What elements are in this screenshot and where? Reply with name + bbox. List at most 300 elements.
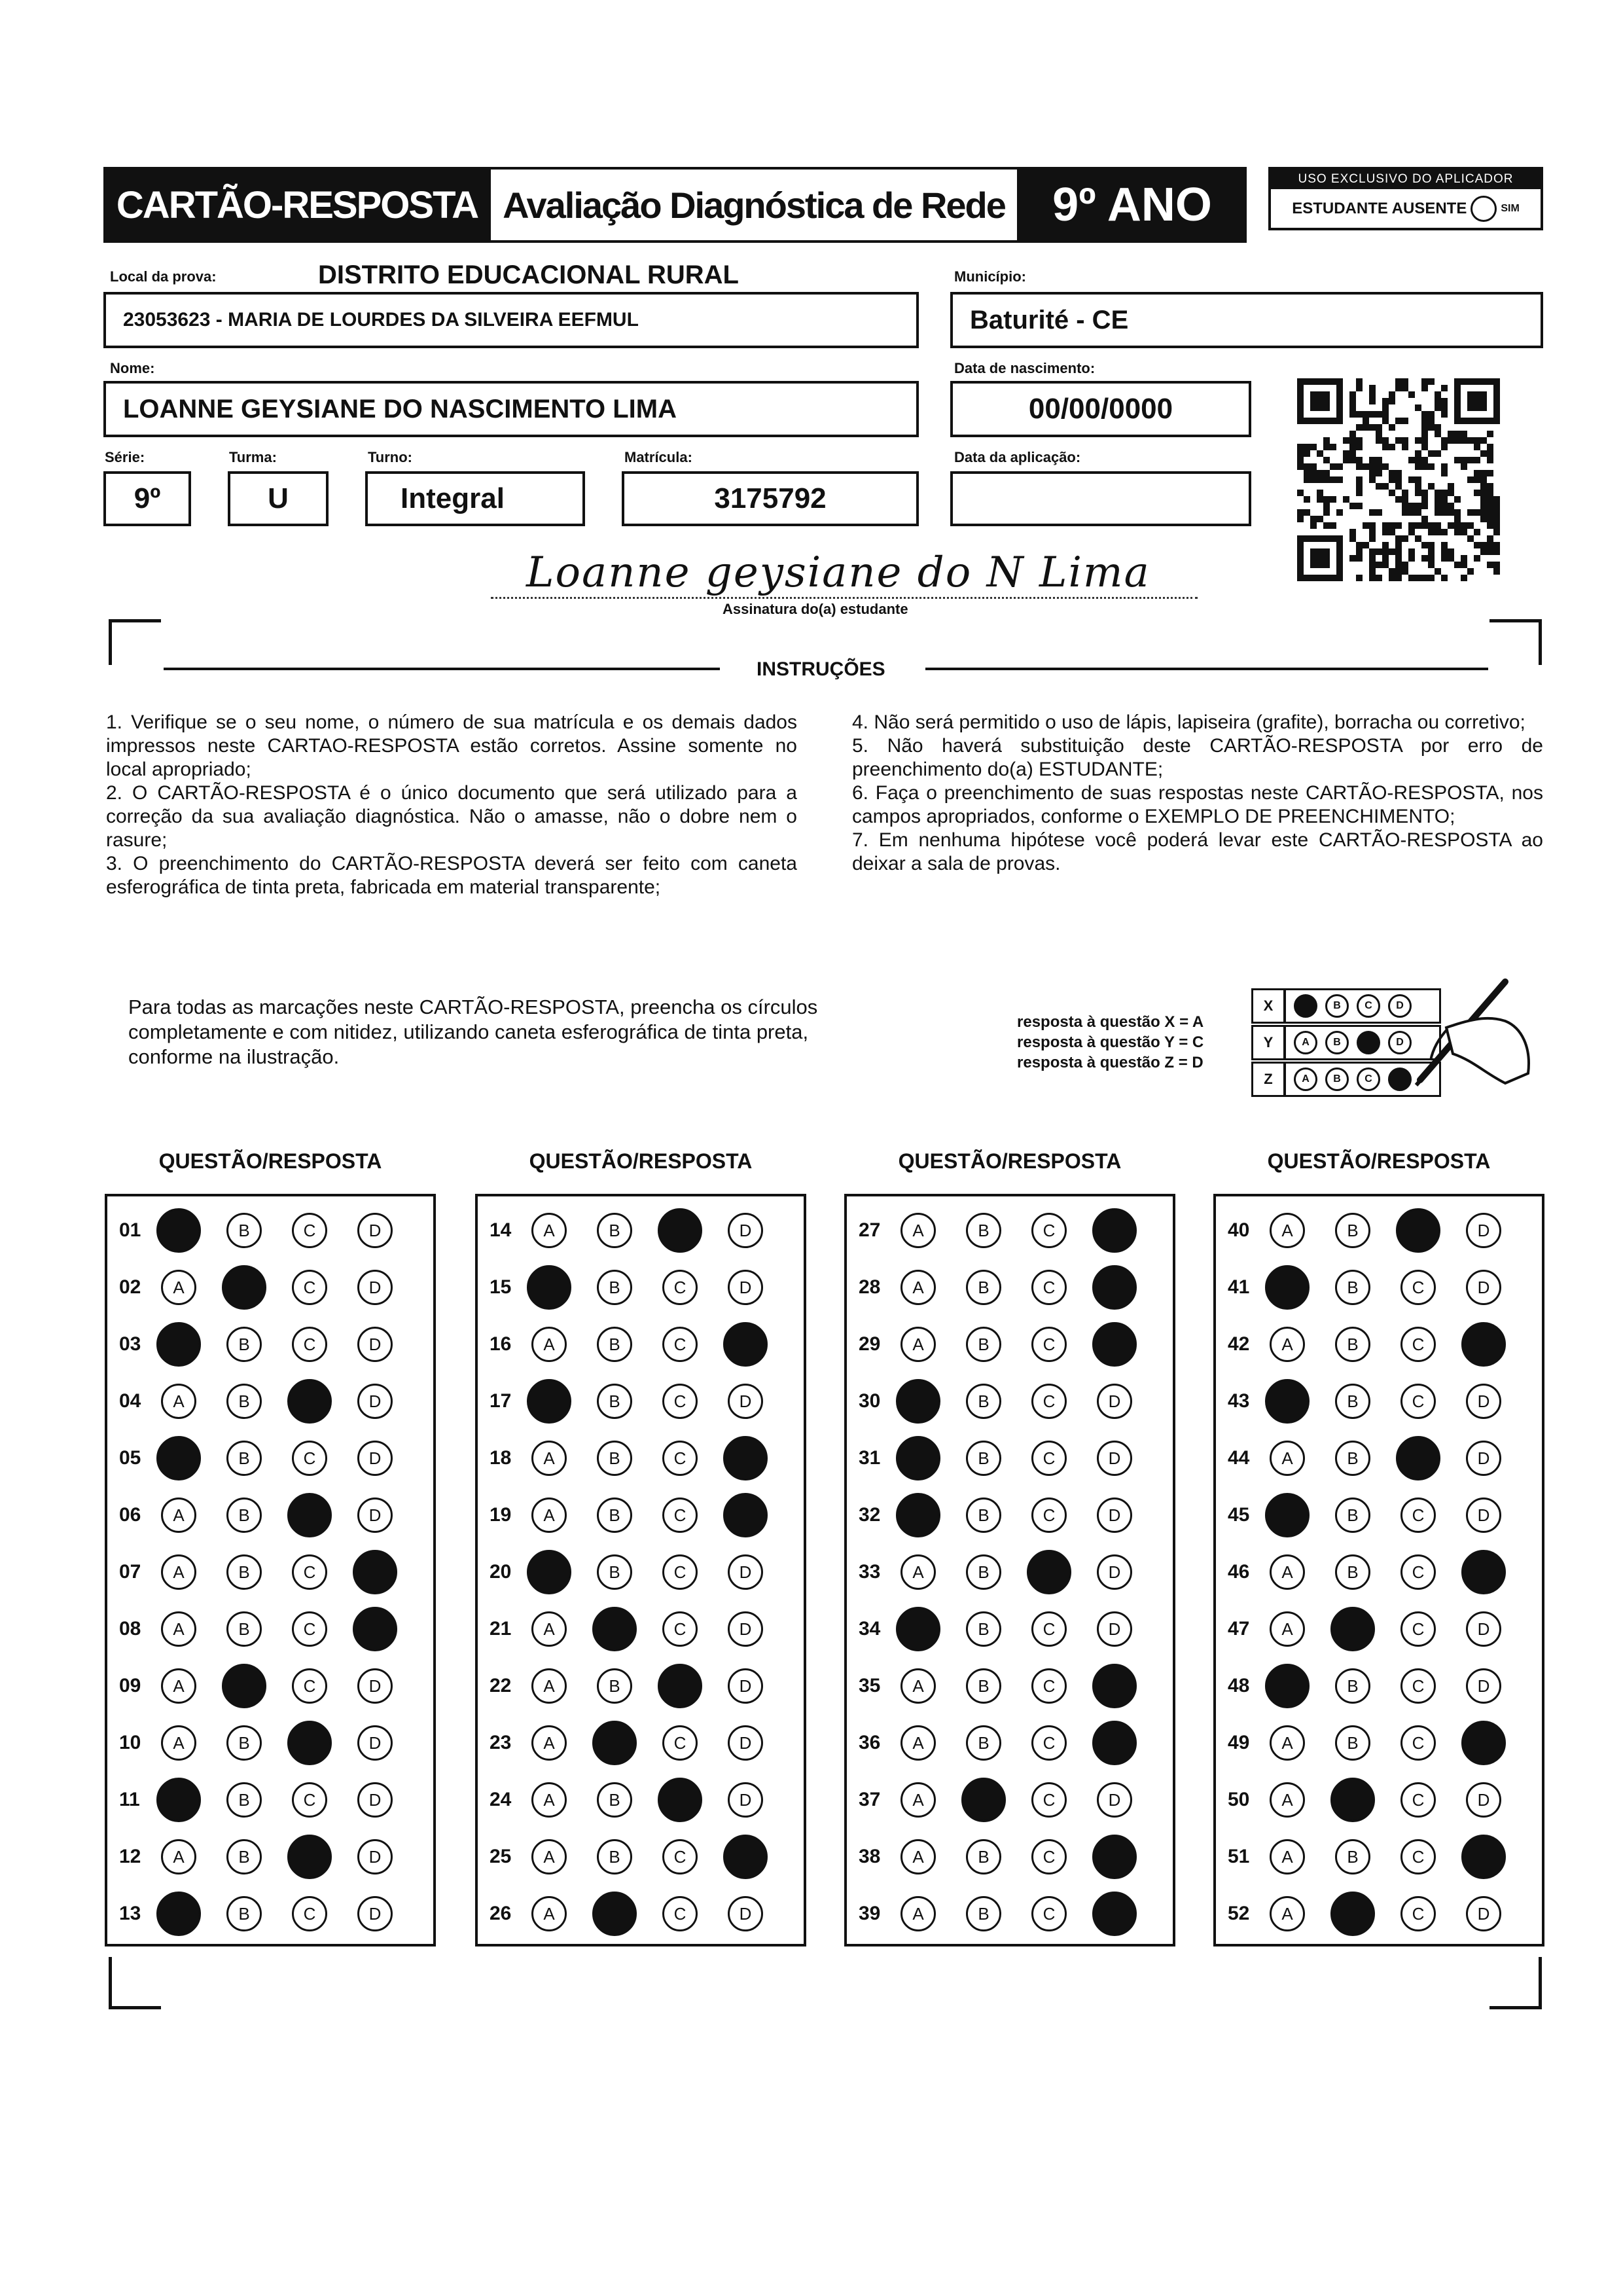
answer-bubble-b[interactable] [966, 1668, 1001, 1704]
question-number: 01 [119, 1219, 141, 1241]
answer-bubble-a[interactable] [901, 1327, 936, 1362]
answer-bubble-c[interactable] [662, 1498, 698, 1533]
answer-bubble-c[interactable] [292, 1782, 327, 1818]
question-row [478, 1721, 804, 1765]
answer-bubble-b[interactable] [226, 1896, 262, 1931]
answer-bubble-b[interactable] [966, 1554, 1001, 1590]
question-number: 39 [859, 1903, 881, 1924]
answer-bubble-c[interactable] [1031, 1213, 1067, 1248]
answer-bubble-c[interactable] [1031, 1611, 1067, 1647]
answer-bubble-d[interactable] [1097, 1782, 1132, 1818]
answer-bubble-b[interactable] [226, 1327, 262, 1362]
example-bubble-b [1325, 1067, 1349, 1091]
answer-bubble-b[interactable] [1335, 1725, 1370, 1761]
question-number: 05 [119, 1447, 141, 1469]
answer-bubble-c[interactable] [1400, 1384, 1436, 1419]
answer-bubble-a[interactable] [1270, 1611, 1305, 1647]
question-number: 15 [490, 1276, 512, 1298]
answer-bubble-c[interactable] [1031, 1498, 1067, 1533]
answer-bubble-a[interactable] [156, 1778, 201, 1822]
answer-bubble-c[interactable] [1400, 1554, 1436, 1590]
answer-bubble-b[interactable] [597, 1668, 632, 1704]
answer-bubble-d[interactable] [1466, 1498, 1501, 1533]
answer-bubble-b[interactable] [597, 1498, 632, 1533]
answer-bubble-c[interactable] [662, 1839, 698, 1874]
answer-option-label: D [739, 1789, 752, 1810]
answer-bubble-b[interactable] [1335, 1668, 1370, 1704]
answer-bubble-b[interactable] [226, 1725, 262, 1761]
turma-label: Turma: [229, 449, 277, 465]
answer-bubble-a[interactable] [1270, 1839, 1305, 1874]
answer-bubble-c[interactable] [1031, 1896, 1067, 1931]
answer-bubble-d[interactable] [1092, 1892, 1137, 1936]
answer-bubble-c[interactable] [292, 1441, 327, 1476]
answer-bubble-c[interactable] [1031, 1441, 1067, 1476]
answer-bubble-b[interactable] [226, 1213, 262, 1248]
answer-bubble-b[interactable] [1330, 1778, 1375, 1822]
answer-bubble-c[interactable] [1031, 1782, 1067, 1818]
question-row [847, 1607, 1173, 1651]
answer-bubble-c[interactable] [292, 1270, 327, 1305]
answer-bubble-b[interactable] [597, 1270, 632, 1305]
answer-bubble-b[interactable] [1335, 1327, 1370, 1362]
answer-bubble-a[interactable] [531, 1213, 567, 1248]
answer-bubble-b[interactable] [592, 1607, 637, 1651]
answer-bubble-d[interactable] [1097, 1554, 1132, 1590]
instruction-item: 3. O preenchimento do CARTÃO-RESPOSTA deverá ser feito com caneta esferográfica de tinta preta, fabricada em material transparente; [106, 853, 797, 898]
answer-bubble-a[interactable] [901, 1270, 936, 1305]
answer-option-label: C [1412, 1846, 1425, 1867]
question-row [1216, 1835, 1542, 1879]
answer-bubble-a[interactable] [901, 1725, 936, 1761]
answer-bubble-c[interactable] [292, 1896, 327, 1931]
answer-bubble-c[interactable] [1031, 1839, 1067, 1874]
question-row [107, 1493, 433, 1537]
answer-option-label: B [978, 1277, 990, 1297]
question-row [1216, 1322, 1542, 1367]
answer-bubble-a[interactable] [161, 1384, 196, 1419]
answer-bubble-d[interactable] [1092, 1721, 1137, 1765]
answer-option-label: C [1043, 1903, 1056, 1924]
answer-bubble-c[interactable] [287, 1721, 332, 1765]
answer-bubble-b[interactable] [966, 1839, 1001, 1874]
answer-bubble-d[interactable] [357, 1782, 393, 1818]
answer-bubble-d[interactable] [1466, 1668, 1501, 1704]
matricula-field [622, 471, 919, 526]
answer-bubble-c[interactable] [1031, 1270, 1067, 1305]
answer-option-label: A [1281, 1789, 1293, 1810]
answer-bubble-a[interactable] [527, 1379, 571, 1424]
answer-bubble-c[interactable] [662, 1384, 698, 1419]
answer-bubble-d[interactable] [728, 1213, 763, 1248]
answer-bubble-b[interactable] [966, 1498, 1001, 1533]
answer-option-label: C [303, 1903, 316, 1924]
answer-bubble-a[interactable] [901, 1896, 936, 1931]
answer-bubble-c[interactable] [292, 1213, 327, 1248]
answer-bubble-a[interactable] [531, 1725, 567, 1761]
answer-bubble-c[interactable] [1400, 1668, 1436, 1704]
answer-bubble-d[interactable] [357, 1441, 393, 1476]
answer-bubble-b[interactable] [1335, 1384, 1370, 1419]
answer-bubble-d[interactable] [1092, 1664, 1137, 1708]
answer-bubble-c[interactable] [1400, 1839, 1436, 1874]
answer-bubble-c[interactable] [292, 1554, 327, 1590]
answer-option-label: D [368, 1505, 382, 1525]
example-option-label: D [1396, 1000, 1404, 1011]
answer-bubble-b[interactable] [1335, 1270, 1370, 1305]
column-header: QUESTÃO/RESPOSTA [158, 1149, 382, 1173]
answer-bubble-c[interactable] [1400, 1782, 1436, 1818]
answer-bubble-d[interactable] [1092, 1835, 1137, 1879]
answer-bubble-b[interactable] [226, 1554, 262, 1590]
column-header: QUESTÃO/RESPOSTA [898, 1149, 1122, 1173]
question-number: 14 [490, 1219, 512, 1241]
answer-bubble-d[interactable] [1097, 1611, 1132, 1647]
answer-bubble-d[interactable] [728, 1611, 763, 1647]
answer-bubble-a[interactable] [531, 1327, 567, 1362]
answer-option-label: D [1477, 1903, 1490, 1924]
answer-bubble-b[interactable] [592, 1721, 637, 1765]
example-legend [1017, 1012, 1204, 1073]
answer-option-label: D [368, 1334, 382, 1354]
answer-bubble-b[interactable] [226, 1839, 262, 1874]
answer-bubble-b[interactable] [1330, 1607, 1375, 1651]
answer-bubble-a[interactable] [161, 1270, 196, 1305]
answer-bubble-a[interactable] [531, 1668, 567, 1704]
school-field [103, 292, 919, 348]
answer-option-label: A [173, 1619, 185, 1639]
question-row [1216, 1208, 1542, 1253]
answer-bubble-b[interactable] [226, 1782, 262, 1818]
answer-bubble-d[interactable] [1466, 1213, 1501, 1248]
answer-bubble-c[interactable] [662, 1896, 698, 1931]
answer-option-label: C [1043, 1619, 1056, 1639]
answer-bubble-d[interactable] [723, 1436, 768, 1480]
answer-option-label: D [739, 1277, 752, 1297]
answer-bubble-c[interactable] [287, 1493, 332, 1537]
answer-bubble-d[interactable] [357, 1498, 393, 1533]
question-row [847, 1208, 1173, 1253]
answer-bubble-a[interactable] [161, 1839, 196, 1874]
answer-bubble-a[interactable] [156, 1892, 201, 1936]
answer-bubble-d[interactable] [1097, 1384, 1132, 1419]
answer-bubble-a[interactable] [896, 1436, 940, 1480]
answer-bubble-d[interactable] [1466, 1896, 1501, 1931]
answer-option-label: C [1412, 1334, 1425, 1354]
answer-bubble-d[interactable] [728, 1782, 763, 1818]
answer-bubble-a[interactable] [156, 1208, 201, 1253]
answer-bubble-a[interactable] [531, 1839, 567, 1874]
answer-bubble-d[interactable] [1092, 1322, 1137, 1367]
answer-bubble-d[interactable] [353, 1607, 397, 1651]
grade-title: 9º ANO [1018, 167, 1247, 243]
answer-bubble-a[interactable] [161, 1668, 196, 1704]
answer-bubble-d[interactable] [1461, 1322, 1506, 1367]
local-label: Local da prova: [110, 268, 217, 285]
answer-bubble-b[interactable] [966, 1213, 1001, 1248]
answer-option-label: D [739, 1619, 752, 1639]
answer-bubble-b[interactable] [966, 1611, 1001, 1647]
absent-label: ESTUDANTE AUSENTE [1292, 200, 1467, 217]
answer-bubble-b[interactable] [226, 1384, 262, 1419]
answer-bubble-b[interactable] [1335, 1839, 1370, 1874]
answer-bubble-b[interactable] [966, 1896, 1001, 1931]
matricula-value: 3175792 [714, 482, 827, 514]
question-row [847, 1265, 1173, 1310]
answer-bubble-d[interactable] [1466, 1384, 1501, 1419]
question-row [847, 1550, 1173, 1594]
answer-bubble-c[interactable] [658, 1778, 702, 1822]
answer-bubble-c[interactable] [662, 1270, 698, 1305]
answer-option-label: C [303, 1789, 316, 1810]
answer-bubble-b[interactable] [222, 1265, 266, 1310]
answer-option-label: B [609, 1448, 620, 1468]
answer-bubble-b[interactable] [597, 1441, 632, 1476]
answer-bubble-d[interactable] [357, 1668, 393, 1704]
serie-value: 9º [134, 482, 161, 514]
answer-bubble-c[interactable] [1027, 1550, 1071, 1594]
answer-bubble-b[interactable] [597, 1327, 632, 1362]
answer-bubble-d[interactable] [728, 1725, 763, 1761]
question-number: 38 [859, 1846, 881, 1867]
answer-bubble-c[interactable] [1031, 1327, 1067, 1362]
answer-bubble-c[interactable] [292, 1611, 327, 1647]
answer-bubble-a[interactable] [1265, 1493, 1310, 1537]
answer-bubble-a[interactable] [527, 1265, 571, 1310]
answer-bubble-c[interactable] [1396, 1208, 1440, 1253]
answer-bubble-c[interactable] [1396, 1436, 1440, 1480]
answer-bubble-d[interactable] [1466, 1611, 1501, 1647]
answer-bubble-c[interactable] [287, 1379, 332, 1424]
answer-bubble-d[interactable] [1466, 1441, 1501, 1476]
answer-bubble-d[interactable] [1097, 1441, 1132, 1476]
answer-bubble-a[interactable] [161, 1725, 196, 1761]
answer-bubble-d[interactable] [723, 1322, 768, 1367]
answer-bubble-b[interactable] [1335, 1213, 1370, 1248]
question-number: 45 [1228, 1504, 1250, 1526]
answer-option-label: C [1412, 1903, 1425, 1924]
answer-bubble-d[interactable] [357, 1270, 393, 1305]
answer-bubble-b[interactable] [1335, 1498, 1370, 1533]
question-number: 42 [1228, 1333, 1250, 1355]
answer-bubble-b[interactable] [592, 1892, 637, 1936]
answer-column [105, 1194, 436, 1946]
answer-bubble-d[interactable] [1461, 1835, 1506, 1879]
answer-bubble-a[interactable] [527, 1550, 571, 1594]
question-number: 29 [859, 1333, 881, 1355]
answer-bubble-b[interactable] [597, 1839, 632, 1874]
answer-option-label: A [173, 1732, 185, 1753]
question-number: 26 [490, 1903, 512, 1924]
answer-bubble-b[interactable] [966, 1327, 1001, 1362]
answer-column [475, 1194, 806, 1946]
answer-bubble-d[interactable] [353, 1550, 397, 1594]
answer-bubble-c[interactable] [658, 1208, 702, 1253]
exclusive-label: USO EXCLUSIVO DO APLICADOR [1271, 170, 1541, 189]
question-number: 08 [119, 1618, 141, 1640]
answer-bubble-a[interactable] [156, 1322, 201, 1367]
answer-bubble-b[interactable] [226, 1498, 262, 1533]
example-row-label: Z [1251, 1062, 1285, 1097]
answer-bubble-b[interactable] [597, 1782, 632, 1818]
answer-bubble-b[interactable] [226, 1611, 262, 1647]
question-number: 28 [859, 1276, 881, 1298]
answer-bubble-b[interactable] [961, 1778, 1006, 1822]
question-row [847, 1835, 1173, 1879]
answer-bubble-b[interactable] [222, 1664, 266, 1708]
answer-bubble-b[interactable] [966, 1725, 1001, 1761]
answer-bubble-d[interactable] [723, 1493, 768, 1537]
question-number: 23 [490, 1732, 512, 1753]
answer-option-label: A [543, 1448, 555, 1468]
answer-bubble-a[interactable] [901, 1554, 936, 1590]
answer-bubble-b[interactable] [597, 1384, 632, 1419]
answer-bubble-a[interactable] [901, 1213, 936, 1248]
answer-bubble-d[interactable] [357, 1327, 393, 1362]
answer-bubble-a[interactable] [1265, 1379, 1310, 1424]
answer-bubble-a[interactable] [896, 1607, 940, 1651]
answer-bubble-c[interactable] [1400, 1725, 1436, 1761]
answer-bubble-a[interactable] [161, 1554, 196, 1590]
instruction-item: 6. Faça o preenchimento de suas respostas neste CARTÃO-RESPOSTA, nos campos apropriados, conforme o EXEMPLO DE PREENCHIMENTO; [852, 782, 1543, 827]
question-row [478, 1550, 804, 1594]
answer-bubble-a[interactable] [1270, 1896, 1305, 1931]
answer-bubble-a[interactable] [161, 1611, 196, 1647]
answer-bubble-a[interactable] [1265, 1265, 1310, 1310]
answer-bubble-b[interactable] [966, 1384, 1001, 1419]
answer-option-label: A [173, 1505, 185, 1525]
answer-bubble-a[interactable] [1270, 1327, 1305, 1362]
answer-bubble-a[interactable] [531, 1498, 567, 1533]
answer-bubble-a[interactable] [1265, 1664, 1310, 1708]
answer-bubble-a[interactable] [901, 1668, 936, 1704]
answer-bubble-c[interactable] [662, 1554, 698, 1590]
instructions-rule-left [164, 668, 720, 670]
answer-bubble-d[interactable] [357, 1839, 393, 1874]
answer-bubble-b[interactable] [966, 1270, 1001, 1305]
answer-bubble-a[interactable] [901, 1839, 936, 1874]
answer-bubble-c[interactable] [287, 1835, 332, 1879]
question-number: 03 [119, 1333, 141, 1355]
question-row [107, 1721, 433, 1765]
answer-option-label: B [238, 1903, 250, 1924]
answer-bubble-d[interactable] [1097, 1498, 1132, 1533]
answer-option-label: B [978, 1448, 990, 1468]
answer-option-label: D [1108, 1391, 1121, 1411]
answer-bubble-b[interactable] [597, 1554, 632, 1590]
answer-bubble-d[interactable] [1092, 1208, 1137, 1253]
answer-bubble-a[interactable] [531, 1896, 567, 1931]
answer-bubble-c[interactable] [292, 1327, 327, 1362]
answer-bubble-c[interactable] [662, 1611, 698, 1647]
answer-bubble-b[interactable] [597, 1213, 632, 1248]
answer-bubble-c[interactable] [1031, 1725, 1067, 1761]
question-row [847, 1436, 1173, 1480]
example-option-label: C [1364, 1000, 1372, 1011]
answer-bubble-d[interactable] [1466, 1270, 1501, 1305]
answer-bubble-a[interactable] [1270, 1554, 1305, 1590]
answer-bubble-d[interactable] [728, 1896, 763, 1931]
answer-bubble-d[interactable] [723, 1835, 768, 1879]
answer-bubble-d[interactable] [357, 1213, 393, 1248]
answer-option-label: D [368, 1732, 382, 1753]
answer-bubble-b[interactable] [1335, 1441, 1370, 1476]
answer-bubble-a[interactable] [1270, 1441, 1305, 1476]
answer-bubble-b[interactable] [1335, 1554, 1370, 1590]
answer-bubble-a[interactable] [1270, 1782, 1305, 1818]
answer-bubble-c[interactable] [292, 1668, 327, 1704]
answer-bubble-c[interactable] [662, 1327, 698, 1362]
answer-bubble-d[interactable] [1092, 1265, 1137, 1310]
answer-option-label: B [609, 1391, 620, 1411]
answer-option-label: B [978, 1562, 990, 1582]
answer-bubble-d[interactable] [357, 1384, 393, 1419]
answer-bubble-c[interactable] [658, 1664, 702, 1708]
answer-bubble-a[interactable] [156, 1436, 201, 1480]
answer-bubble-a[interactable] [531, 1611, 567, 1647]
answer-bubble-a[interactable] [901, 1782, 936, 1818]
answer-option-label: C [673, 1846, 687, 1867]
answer-bubble-a[interactable] [1270, 1213, 1305, 1248]
answer-bubble-c[interactable] [1031, 1668, 1067, 1704]
answer-bubble-a[interactable] [896, 1493, 940, 1537]
answer-bubble-c[interactable] [1031, 1384, 1067, 1419]
answer-bubble-d[interactable] [728, 1668, 763, 1704]
nascimento-label: Data de nascimento: [954, 360, 1096, 376]
answer-bubble-c[interactable] [1400, 1270, 1436, 1305]
answer-bubble-c[interactable] [1400, 1498, 1436, 1533]
question-number: 11 [119, 1789, 140, 1810]
answer-bubble-d[interactable] [728, 1270, 763, 1305]
question-number: 25 [490, 1846, 512, 1867]
answer-bubble-d[interactable] [728, 1554, 763, 1590]
pen-hand-illustration [1407, 975, 1538, 1093]
answer-bubble-a[interactable] [896, 1379, 940, 1424]
question-row [478, 1379, 804, 1424]
absent-checkbox[interactable] [1471, 196, 1497, 222]
matricula-label: Matrícula: [624, 449, 692, 465]
answer-bubble-d[interactable] [357, 1725, 393, 1761]
instructions-left [106, 711, 797, 899]
answer-bubble-a[interactable] [531, 1441, 567, 1476]
answer-bubble-d[interactable] [1466, 1782, 1501, 1818]
answer-bubble-c[interactable] [1400, 1611, 1436, 1647]
answer-bubble-a[interactable] [1270, 1725, 1305, 1761]
answer-bubble-c[interactable] [1400, 1896, 1436, 1931]
answer-bubble-a[interactable] [531, 1782, 567, 1818]
answer-bubble-d[interactable] [1461, 1721, 1506, 1765]
answer-bubble-d[interactable] [357, 1896, 393, 1931]
answer-bubble-b[interactable] [226, 1441, 262, 1476]
answer-option-label: B [978, 1732, 990, 1753]
question-number: 30 [859, 1390, 881, 1412]
answer-bubble-c[interactable] [662, 1441, 698, 1476]
answer-option-label: A [912, 1277, 924, 1297]
question-number: 46 [1228, 1561, 1250, 1583]
qr-code [1297, 378, 1500, 581]
answer-bubble-a[interactable] [161, 1498, 196, 1533]
turno-label: Turno: [368, 449, 413, 465]
answer-bubble-d[interactable] [1461, 1550, 1506, 1594]
answer-bubble-b[interactable] [1330, 1892, 1375, 1936]
answer-option-label: C [303, 1562, 316, 1582]
answer-bubble-c[interactable] [662, 1725, 698, 1761]
answer-bubble-c[interactable] [1400, 1327, 1436, 1362]
answer-bubble-d[interactable] [728, 1384, 763, 1419]
question-row [1216, 1664, 1542, 1708]
answer-bubble-b[interactable] [966, 1441, 1001, 1476]
answer-option-label: A [173, 1846, 185, 1867]
